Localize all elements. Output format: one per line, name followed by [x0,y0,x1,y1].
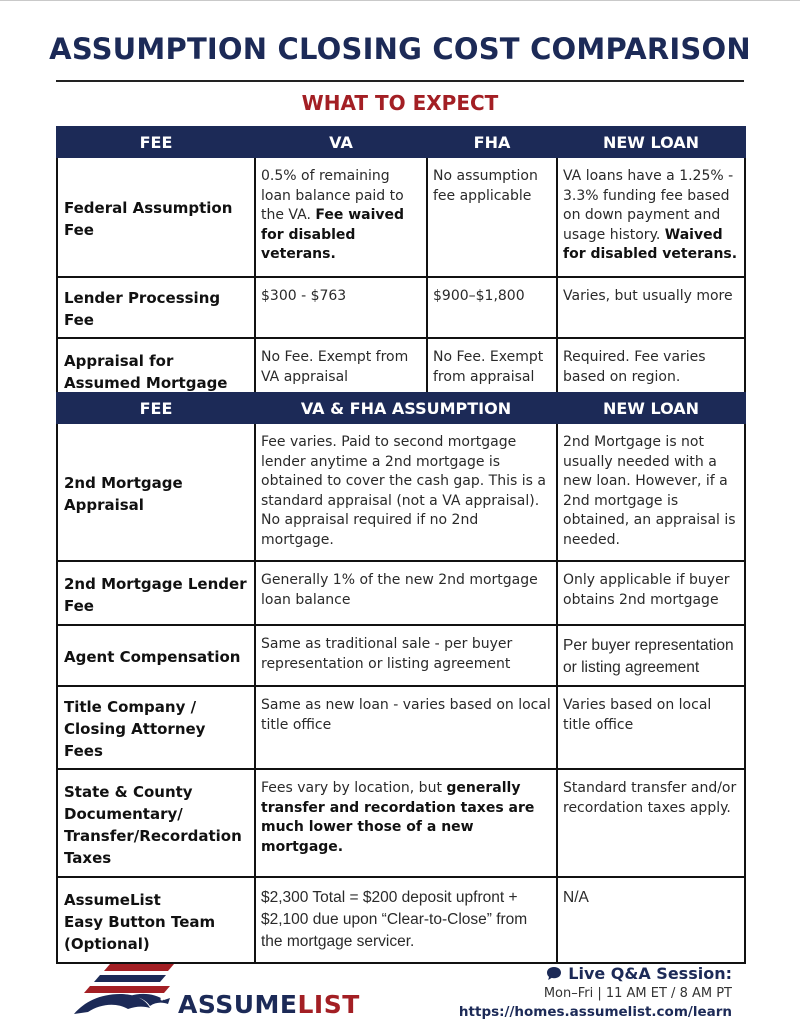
fee-comparison-table-2 [56,392,746,964]
assumption-cell: Same as traditional sale - per buyer representation or listing agreement [255,625,557,686]
table-header-row [57,127,745,157]
table-row [57,423,745,561]
new-loan-cell: Varies based on local title office [557,686,745,769]
assumption-bold-text: generally transfer and recordation taxes are much lower those of a new mortgage. [261,780,535,855]
new-loan-cell: Only applicable if buyer obtains 2nd mortgage [557,561,745,625]
new-loan-cell: N/A [557,877,745,963]
qa-session-info [459,964,732,1020]
new-loan-cell [557,157,745,277]
table-row [57,769,745,877]
logo-wordmark-assume: ASSUME [178,990,298,1019]
fee-name [57,769,255,877]
header-va: VA [255,127,427,157]
va-cell [255,157,427,277]
new-loan-cell: Per buyer representation or listing agreement [557,625,745,686]
fee-name: Lender Processing Fee [57,277,255,338]
assumption-text: Fees vary by location, but [261,780,442,796]
table-row [57,625,745,686]
new-loan-cell: Varies, but usually more [557,277,745,338]
fee-name [57,877,255,963]
fee-name-line: Transfer/Recordation [64,826,242,845]
new-loan-cell: Required. Fee varies based on region. [557,338,745,402]
fee-name-line: Documentary/ [64,804,183,823]
assumption-cell [255,769,557,877]
fee-name-line: Easy Button Team [64,912,216,931]
table-row [57,686,745,769]
logo-wordmark [178,990,360,1019]
qa-hours: Mon–Fri | 11 AM ET / 8 AM PT [543,986,732,1001]
header-va-fha-assumption: VA & FHA ASSUMPTION [255,393,557,423]
header-new-loan: NEW LOAN [557,393,745,423]
new-loan-text: VA loans have a 1.25% - 3.3% funding fee based on down payment and usage history. [563,168,734,243]
new-loan-cell: Standard transfer and/or recordation taxes apply. [557,769,745,877]
fee-name: Federal Assumption Fee [57,157,255,277]
learn-link[interactable]: https://homes.assumelist.com/learn [458,1004,732,1020]
fee-name-line: State & County [64,782,193,801]
fha-cell: No Fee. Exempt from appraisal [427,338,557,402]
assumption-cell: Same as new loan - varies based on local title office [255,686,557,769]
logo-wordmark-list: LIST [297,990,360,1019]
table-header-row [57,393,745,423]
va-cell: $300 - $763 [255,277,427,338]
chat-bubble-icon [546,966,562,981]
va-cell: No Fee. Exempt from VA appraisal [255,338,427,402]
fee-name: Title Company / Closing Attorney Fees [57,686,255,769]
fee-name: 2nd Mortgage Appraisal [57,423,255,561]
table-row [57,277,745,338]
va-bold-text: Fee waived for disabled veterans. [261,207,405,262]
table-row [57,561,745,625]
title-divider [56,80,744,82]
assumption-cell: Generally 1% of the new 2nd mortgage loan balance [255,561,557,625]
qa-title-row [459,964,732,983]
header-fee: FEE [57,393,255,423]
page-subtitle: WHAT TO EXPECT [301,91,499,115]
fee-name-line: (Optional) [64,934,150,953]
fee-name: Appraisal for Assumed Mortgage [57,338,255,402]
header-fha: FHA [427,127,557,157]
fee-name-line: Taxes [64,848,112,867]
header-fee: FEE [57,127,255,157]
va-text: 0.5% of remaining loan balance paid to the VA. [261,168,404,223]
table-row [57,877,745,963]
assumption-cell: Fee varies. Paid to second mortgage lender anytime a 2nd mortgage is obtained to cover the cash gap. This is a standard appraisal (not a VA appraisal). No appraisal required if no 2nd mortgage. [255,423,557,561]
fee-comparison-table-1 [56,126,746,403]
new-loan-cell: 2nd Mortgage is not usually needed with a new loan. However, if a 2nd mortgage is obtained, an appraisal is needed. [557,423,745,561]
fha-cell: No assumption fee applicable [427,157,557,277]
new-loan-bold-text: Waived for disabled veterans. [563,226,738,262]
page-title: ASSUMPTION CLOSING COST COMPARISON [49,32,751,66]
qa-title: Live Q&A Session: [568,964,732,983]
top-divider [0,0,800,1]
fee-name: 2nd Mortgage Lender Fee [57,561,255,625]
table-row [57,157,745,277]
fha-cell: $900–$1,800 [427,277,557,338]
fee-name: Agent Compensation [57,625,255,686]
fee-name-line: AssumeList [64,890,161,909]
header-new-loan: NEW LOAN [557,127,745,157]
assumption-cell: $2,300 Total = $200 deposit upfront + $2,100 due upon “Clear-to-Close” from the mortgage servicer. [255,877,557,963]
